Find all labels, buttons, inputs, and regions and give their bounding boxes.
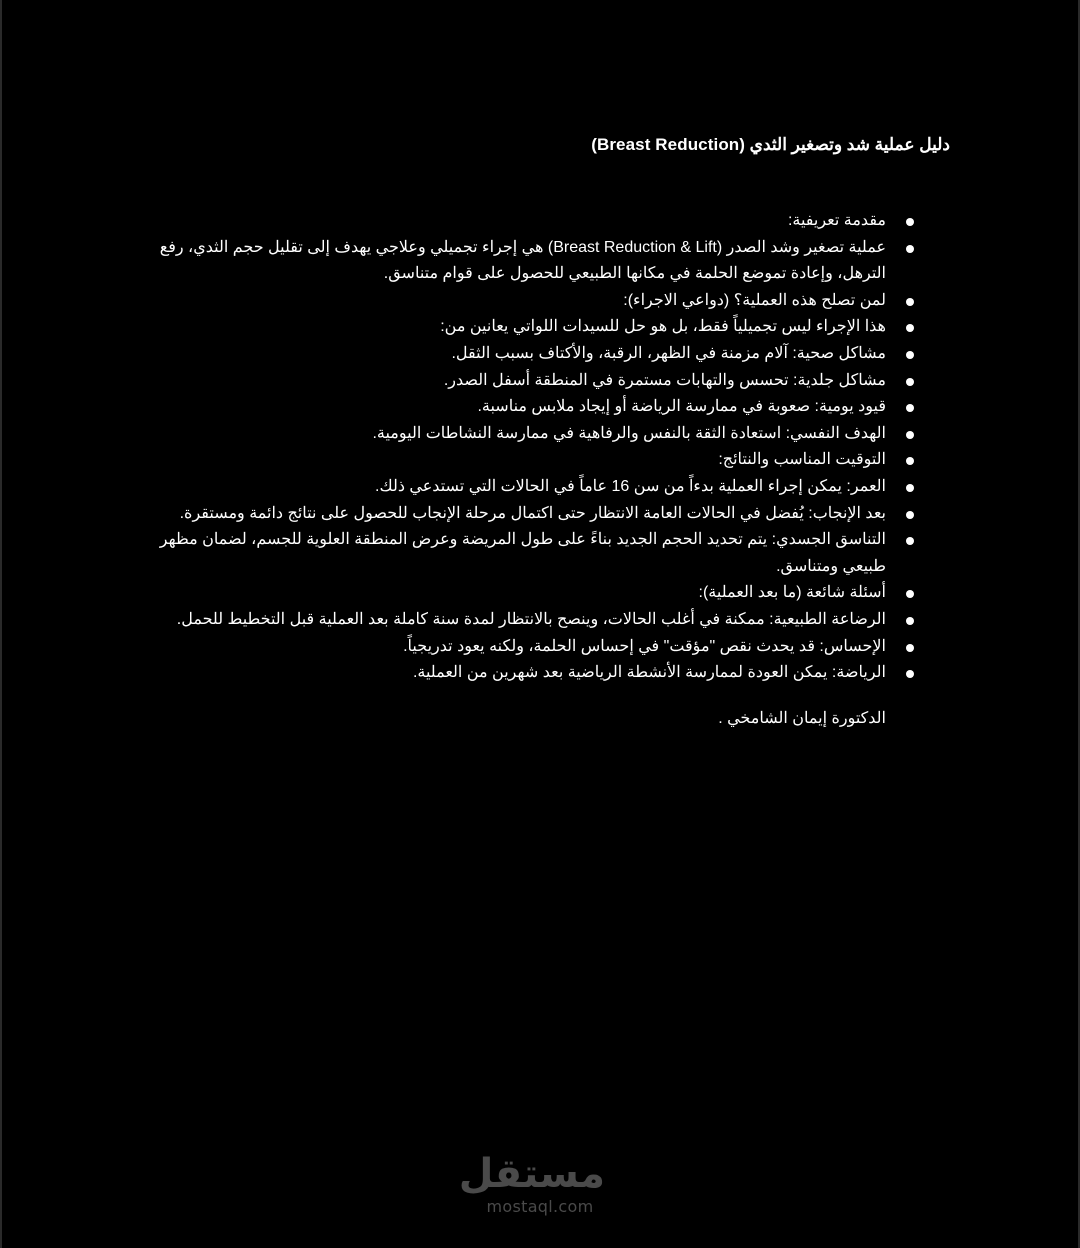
bullet-dot-icon <box>906 617 914 625</box>
document-body <box>130 128 950 733</box>
bullet-list <box>130 208 950 687</box>
list-item-text: مشاكل جلدية: تحسس والتهابات مستمرة في المنطقة أسفل الصدر. <box>443 371 886 389</box>
mostaql-logo: مستقل <box>458 1151 605 1197</box>
list-item <box>130 634 886 661</box>
list-item <box>130 474 886 501</box>
bullet-dot-icon <box>906 404 914 412</box>
list-item <box>130 527 886 580</box>
list-item <box>130 394 886 421</box>
list-item-text: مقدمة تعريفية: <box>787 212 886 229</box>
list-item-text: التوقيت المناسب والنتائج: <box>718 451 886 469</box>
bullet-dot-icon <box>906 511 914 519</box>
bullet-dot-icon <box>906 484 914 492</box>
list-item-text: الهدف النفسي: استعادة الثقة بالنفس والرفاهية في ممارسة النشاطات اليومية. <box>372 424 886 442</box>
list-item <box>130 580 886 607</box>
bullet-dot-icon <box>906 324 914 332</box>
bullet-dot-icon <box>906 431 914 439</box>
list-item <box>130 660 886 687</box>
mostaql-watermark <box>458 1150 605 1216</box>
list-item-text: الإحساس: قد يحدث نقص "مؤقت" في إحساس الحلمة، ولكنه يعود تدريجياً. <box>403 637 886 655</box>
list-item-text: الرياضة: يمكن العودة لممارسة الأنشطة الرياضية بعد شهرين من العملية. <box>412 664 886 682</box>
list-item <box>130 368 886 395</box>
list-item-text: عملية تصغير وشد الصدر (Breast Reduction & Lift) هي إجراء تجميلي وعلاجي يهدف إلى تقليل حجم الثدي، رفع الترهل، وإعادة تموضع الحلمة في مكانها الطبيعي للحصول على قوام متناسق. <box>159 238 886 283</box>
list-item-text: التناسق الجسدي: يتم تحديد الحجم الجديد بناءً على طول المريضة وعرض المنطقة العلوية للجسم، لضمان مظهر طبيعي ومتناسق. <box>159 531 886 575</box>
document-title: دليل عملية شد وتصغير الثدي (Breast Reduction) <box>591 135 950 154</box>
list-item <box>130 421 886 448</box>
left-frame-edge <box>0 0 2 1248</box>
bullet-dot-icon <box>906 537 914 545</box>
list-item-text: الرضاعة الطبيعية: ممكنة في أغلب الحالات، وينصح بالانتظار لمدة سنة كاملة بعد العملية قبل التخطيط للحمل. <box>176 610 886 628</box>
list-item <box>130 607 886 634</box>
bullet-dot-icon <box>906 298 914 306</box>
list-item <box>130 341 886 368</box>
list-item <box>130 501 886 528</box>
list-item <box>130 235 886 288</box>
list-item-text: أسئلة شائعة (ما بعد العملية): <box>698 584 886 602</box>
list-item <box>130 447 886 474</box>
bullet-dot-icon <box>906 590 914 598</box>
bullet-dot-icon <box>906 378 914 386</box>
bullet-dot-icon <box>906 218 914 226</box>
list-item <box>130 208 886 235</box>
watermark-url: mostaql.com <box>486 1197 594 1216</box>
list-item-text: مشاكل صحية: آلام مزمنة في الظهر، الرقبة، والأكتاف بسبب الثقل. <box>451 344 886 362</box>
list-item-text: هذا الإجراء ليس تجميلياً فقط، بل هو حل للسيدات اللواتي يعانين من: <box>440 318 886 336</box>
bullet-dot-icon <box>906 457 914 465</box>
list-item-text: العمر: يمكن إجراء العملية بدءاً من سن 16 عاماً في الحالات التي تستدعي ذلك. <box>375 477 886 495</box>
list-item <box>130 288 886 315</box>
bullet-dot-icon <box>906 351 914 359</box>
bullet-dot-icon <box>906 670 914 678</box>
author-signature: الدكتورة إيمان الشامخي . <box>718 709 886 727</box>
list-item-text: لمن تصلح هذه العملية؟ (دواعي الاجراء): <box>623 291 886 309</box>
list-item-text: بعد الإنجاب: يُفضل في الحالات العامة الانتظار حتى اكتمال مرحلة الإنجاب للحصول على نتائج دائمة ومستقرة. <box>179 504 886 522</box>
bullet-dot-icon <box>906 644 914 652</box>
bullet-dot-icon <box>906 245 914 253</box>
list-item-text: قيود يومية: صعوبة في ممارسة الرياضة أو إيجاد ملابس مناسبة. <box>477 398 886 416</box>
list-item <box>130 314 886 341</box>
